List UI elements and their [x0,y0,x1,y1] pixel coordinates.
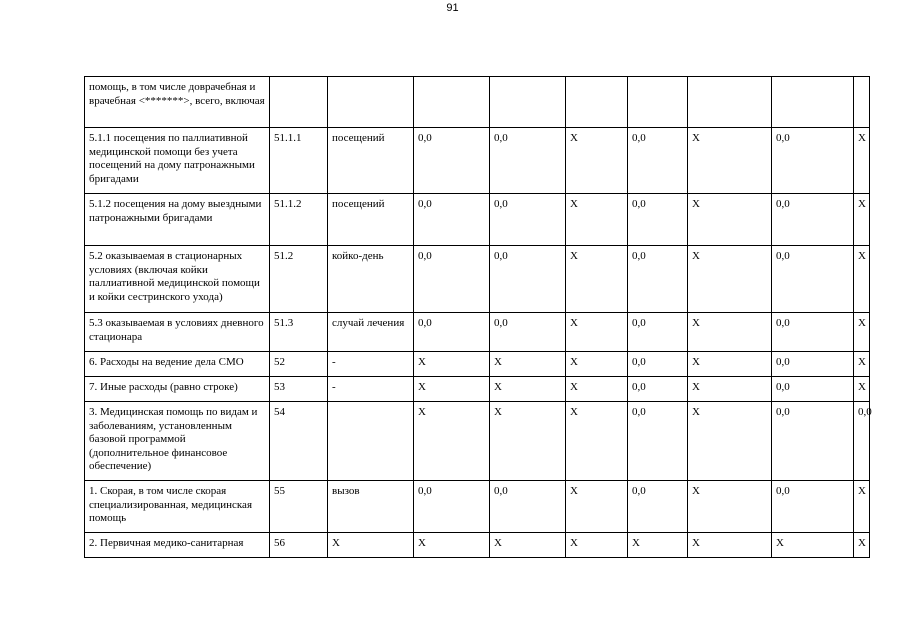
data-table [84,76,870,558]
table-cell: 0,0 [628,246,688,313]
table-cell: X [414,352,490,377]
table-cell [270,77,328,128]
table-cell: 0,0 [490,128,566,194]
table-cell: 3. Медицинская помощь по видам и заболеваниям, установленным базовой программой (дополнительное финансовое обеспечение) [85,402,270,481]
page-number: 91 [446,2,459,14]
table-cell: X [854,128,870,194]
table-cell: X [854,194,870,246]
table-cell: 0,0 [414,481,490,533]
table-cell: X [854,313,870,352]
table-cell: 5.3 оказываемая в условиях дневного стационара [85,313,270,352]
table-cell: X [566,377,628,402]
table-cell: X [854,481,870,533]
table-cell: X [414,377,490,402]
table-row [85,128,870,194]
table-cell: койко-день [328,246,414,313]
table-row [85,481,870,533]
table-cell: помощь, в том числе доврачебная и врачебная <*******>, всего, включая [85,77,270,128]
table-row [85,313,870,352]
table-cell: посещений [328,128,414,194]
table-cell: X [566,313,628,352]
table-cell: X [628,533,688,558]
table-cell: 0,0 [772,194,854,246]
table-cell: X [490,402,566,481]
table-cell: 53 [270,377,328,402]
table-cell [628,77,688,128]
table-cell [414,77,490,128]
table-cell [490,77,566,128]
table-cell: 0,0 [628,194,688,246]
table-cell: - [328,352,414,377]
table-row [85,194,870,246]
table-cell: 0,0 [414,128,490,194]
table-cell: 54 [270,402,328,481]
table-cell: 0,0 [772,128,854,194]
table-cell [688,77,772,128]
table-cell: 5.2 оказываемая в стационарных условиях (включая койки паллиативной медицинской помощи и койки сестринского ухода) [85,246,270,313]
table-cell [328,77,414,128]
table-cell: X [414,402,490,481]
table-cell: 7. Иные расходы (равно строке) [85,377,270,402]
table-cell: X [688,481,772,533]
table-cell [772,77,854,128]
table-cell [566,77,628,128]
table-cell: 0,0 [772,246,854,313]
table-row [85,77,870,128]
table-cell: вызов [328,481,414,533]
table-cell: X [688,313,772,352]
table-cell: X [490,533,566,558]
table-cell: 0,0 [490,313,566,352]
table-cell: X [490,377,566,402]
table-cell: X [772,533,854,558]
table-cell: 1. Скорая, в том числе скорая специализированная, медицинская помощь [85,481,270,533]
table-cell: 0,0 [490,481,566,533]
table-cell: 51.2 [270,246,328,313]
table-cell: X [854,246,870,313]
table-row [85,533,870,558]
table-cell: 0,0 [414,246,490,313]
table-cell: 0,0 [772,402,854,481]
table-row [85,246,870,313]
table-cell: случай лечения [328,313,414,352]
table-cell: 55 [270,481,328,533]
table-cell: X [688,352,772,377]
table-cell: X [854,352,870,377]
table-cell: 0,0 [854,402,870,481]
table-cell: 2. Первичная медико-санитарная [85,533,270,558]
table-cell: X [566,533,628,558]
table-cell: X [688,377,772,402]
table-cell: X [566,246,628,313]
table-cell: 5.1.1 посещения по паллиативной медицинской помощи без учета посещений на дому патронажными бригадами [85,128,270,194]
table-cell: 0,0 [772,377,854,402]
table-cell: 0,0 [490,246,566,313]
table-cell: 0,0 [628,313,688,352]
table-cell: 0,0 [772,313,854,352]
table-cell: X [688,128,772,194]
table-cell: 51.1.1 [270,128,328,194]
table-cell: X [688,402,772,481]
table-cell: 0,0 [628,352,688,377]
table-cell: - [328,377,414,402]
table-cell: X [566,402,628,481]
table-cell: X [854,533,870,558]
table-cell: 51.3 [270,313,328,352]
table-cell: 6. Расходы на ведение дела СМО [85,352,270,377]
table-row [85,402,870,481]
table-cell: X [490,352,566,377]
table-cell: X [854,377,870,402]
table-cell: X [688,246,772,313]
table-cell: 0,0 [628,377,688,402]
table-cell: 0,0 [628,481,688,533]
table-cell: 0,0 [490,194,566,246]
table-cell: 0,0 [414,313,490,352]
table-cell: 0,0 [628,128,688,194]
table-row [85,352,870,377]
table-cell [854,77,870,128]
table-cell: X [566,194,628,246]
table-cell: 5.1.2 посещения на дому выездными патронажными бригадами [85,194,270,246]
table-cell: посещений [328,194,414,246]
table-cell: X [414,533,490,558]
table-cell: 51.1.2 [270,194,328,246]
table-cell: 0,0 [628,402,688,481]
table-cell: X [566,481,628,533]
table-cell: X [688,533,772,558]
table-row [85,377,870,402]
table-cell [328,402,414,481]
table-cell: X [688,194,772,246]
table-cell: 0,0 [414,194,490,246]
table-cell: X [566,352,628,377]
table-cell: 52 [270,352,328,377]
table-cell: X [566,128,628,194]
table-cell: 0,0 [772,481,854,533]
table-cell: 56 [270,533,328,558]
table-cell: X [328,533,414,558]
table-cell: 0,0 [772,352,854,377]
